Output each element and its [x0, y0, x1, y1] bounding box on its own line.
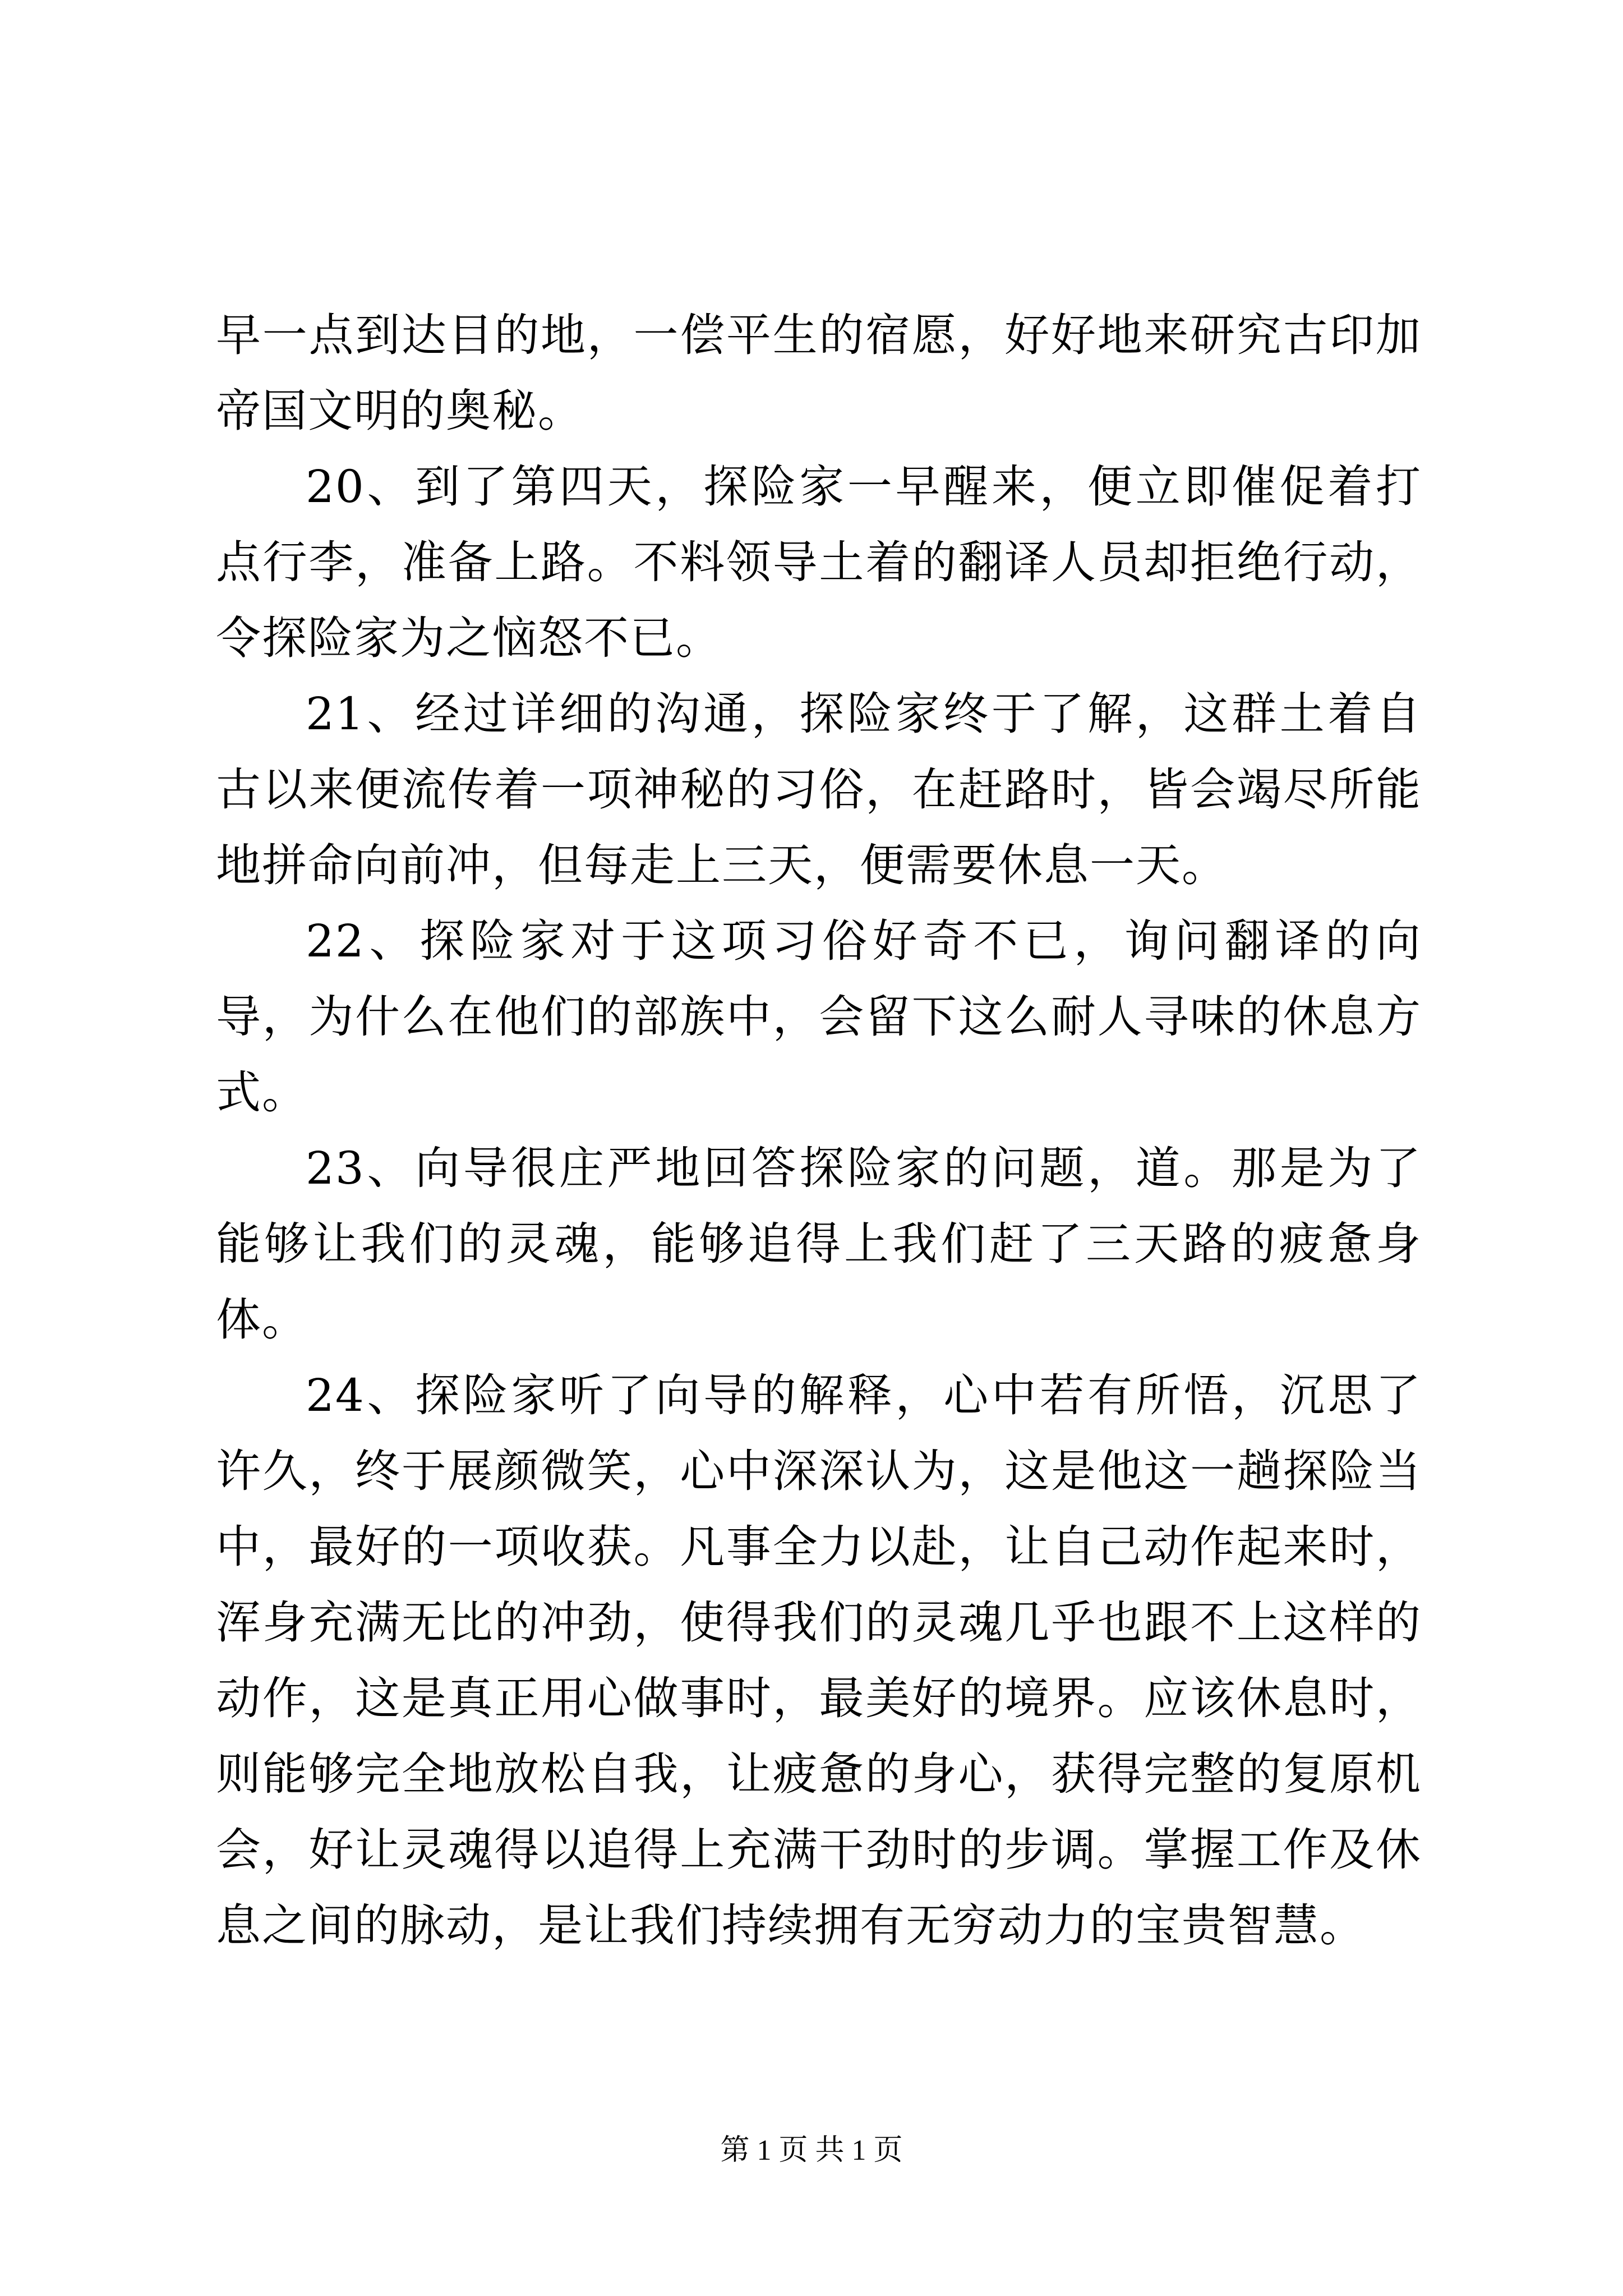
paragraph: 20、到了第四天，探险家一早醒来，便立即催促着打点行李，准备上路。不料领导土着的翻译人员却拒绝行动，令探险家为之恼怒不已。: [216, 461, 1422, 664]
paragraph: 24、探险家听了向导的解释，心中若有所悟，沉思了许久，终于展颜微笑，心中深深认为，这是他这一趟探险当中，最好的一项收获。凡事全力以赴，让自己动作起来时，浑身充满无比的冲劲，使得我们的灵魂几乎也跟不上这样的动作，这是真正用心做事时，最美好的境界。应该休息时，则能够完全地放松自我，让疲惫的身心，获得完整的复原机会，好让灵魂得以追得上充满干劲时的步调。掌握工作及休息之间的脉动，是让我们持续拥有无穷动力的宝贵智慧。: [216, 1369, 1422, 1952]
paragraph: 21、经过详细的沟通，探险家终于了解，这群土着自古以来便流传着一项神秘的习俗，在赶路时，皆会竭尽所能地拼命向前冲，但每走上三天，便需要休息一天。: [216, 688, 1422, 891]
paragraph: 23、向导很庄严地回答探险家的问题，道。那是为了能够让我们的灵魂，能够追得上我们赶了三天路的疲惫身体。: [216, 1142, 1422, 1346]
page-number-label: 第 1 页 共 1 页: [720, 2134, 903, 2166]
paragraph: 22、探险家对于这项习俗好奇不已，询问翻译的向导，为什么在他们的部族中，会留下这么耐人寻味的休息方式。: [216, 915, 1422, 1119]
document-body: [216, 297, 1422, 1963]
paragraph: 早一点到达目的地，一偿平生的宿愿，好好地来研究古印加帝国文明的奥秘。: [216, 309, 1422, 437]
page-footer: [0, 2126, 1623, 2168]
